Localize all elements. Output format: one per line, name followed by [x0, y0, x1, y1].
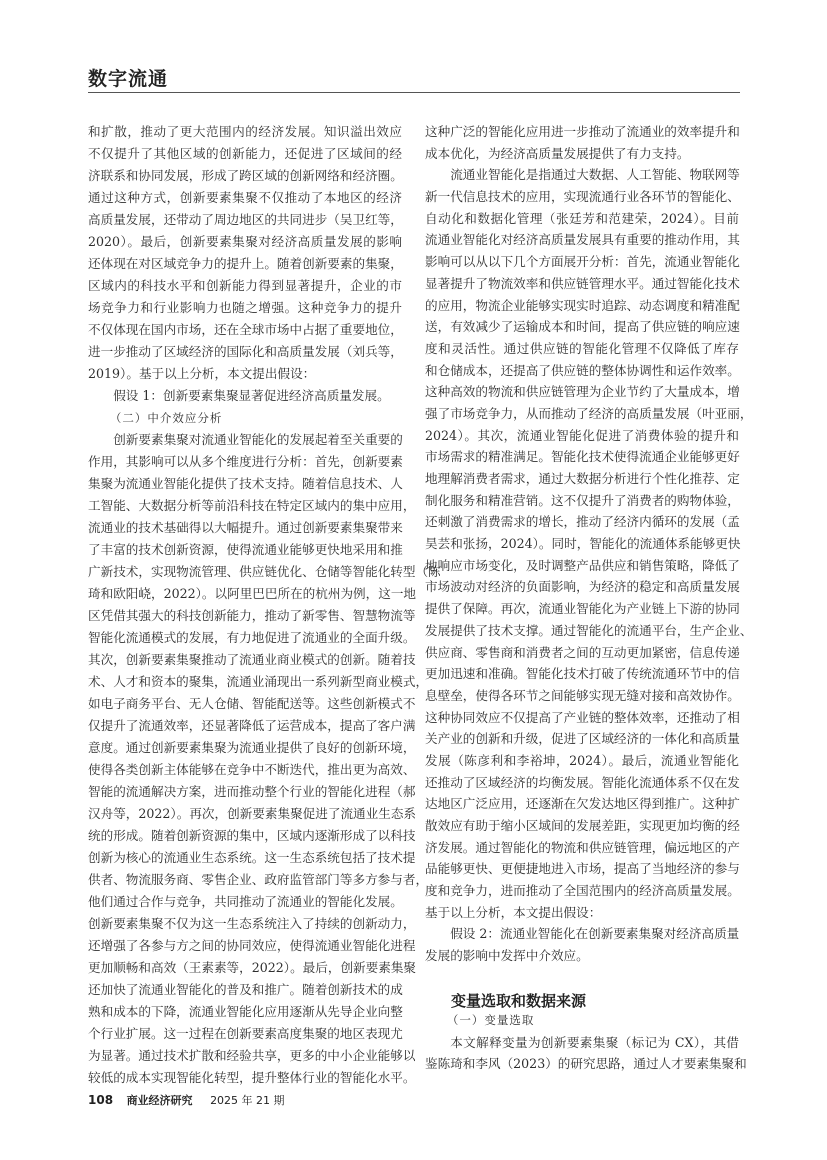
text-line: 为显著。通过技术扩散和经验共享，更多的中小企业能够以 [88, 1048, 416, 1063]
text-line: 较低的成本实现智能化转型，提升整体行业的智能化水平。 [88, 1070, 416, 1085]
text-line: 制化服务和精准营销。这不仅提升了消费者的购物体验， [425, 492, 740, 508]
text-line: 创新为核心的流通业生态系统。这一生态系统包括了技术提 [88, 850, 416, 865]
text-line: 流通业智能化对经济高质量发展具有重要的推动作用，其 [425, 232, 740, 248]
text-line: 强了市场竞争力，从而推动了经济的高质量发展（叶亚丽， [425, 405, 753, 421]
text-line: 琦和欧阳峣，2022）。以阿里巴巴所在的杭州为例，这一地 [88, 586, 417, 601]
text-line: 送，有效减少了运输成本和时间，提高了供应链的响应速 [425, 319, 740, 335]
section-body [425, 1010, 747, 1075]
text-line: 市场需求的精准满足。智能化技术使得流通企业能够更好 [425, 449, 740, 465]
text-line: 假设 2：流通业智能化在创新要素集聚对经济高质量 [450, 926, 740, 942]
text-line: 不仅提升了其他区域的创新能力，还促进了区域间的经 [88, 146, 402, 161]
text-line: 术、人才和资本的聚集，流通业涌现出一系列新型商业模式， [88, 674, 429, 689]
text-line: 发展（陈彦利和李裕坤，2024）。最后，流通业智能化 [425, 752, 739, 768]
text-line: 意度。通过创新要素集聚为流通业提供了良好的创新环境， [88, 740, 416, 755]
section-heading: 变量选取和数据来源 [451, 992, 587, 1010]
text-line: 更加迅速和准确。智能化技术打破了传统流通环节中的信 [425, 666, 740, 682]
text-line: 创新要素集聚对流通业智能化的发展起着至关重要的 [113, 432, 403, 447]
text-line: 还推动了区域经济的均衡发展。智能化流通体系不仅在发 [425, 774, 740, 790]
text-line: 关产业的创新和升级，促进了区域经济的一体化和高质量 [425, 731, 740, 747]
text-line: 集聚为流通业智能化提供了技术支持。随着信息技术、人 [88, 476, 403, 491]
text-line: 他们通过合作与竞争，共同推动了流通业的智能化发展。 [88, 894, 403, 909]
text-line: 这种广泛的智能化应用进一步推动了流通业的效率提升和 [425, 124, 740, 139]
text-line: 还增强了各参与方之间的协同效应，使得流通业智能化进程 [88, 938, 416, 953]
text-line: 其次，创新要素集聚推动了流通业商业模式的创新。随着技 [88, 652, 416, 667]
text-line: 还加快了流通业智能化的普及和推广。随着创新技术的成 [88, 982, 403, 997]
text-line: 智能的流通解决方案，进而推动整个行业的智能化进程（郝 [88, 784, 416, 799]
text-line: 区凭借其强大的科技创新能力，推动了新零售、智慧物流等 [88, 608, 416, 623]
text-line: 汉舟等，2022）。再次，创新要素集聚促进了流通业生态系 [88, 806, 417, 821]
text-line: 场竞争力和行业影响力也随之增强。这种竞争力的提升 [88, 300, 402, 315]
text-line: 自动化和数据化管理（张廷芳和范建荣，2024）。目前 [425, 210, 739, 226]
text-line: 显著提升了物流效率和供应链管理水平。通过智能化技术 [425, 275, 740, 291]
text-line: 仅提升了流通效率，还显著降低了运营成本，提高了客户满 [88, 718, 416, 733]
text-line: 供应商、零售商和消费者之间的互动更加紧密，信息传递 [425, 644, 740, 660]
text-line: 如电子商务平台、无人仓储、智能配送等。这些创新模式不 [88, 696, 416, 711]
text-line: 统的形成。随着创新资源的集中，区域内逐渐形成了以科技 [88, 828, 416, 843]
text-line: 基于以上分析，本文提出假设： [425, 904, 602, 920]
text-line: 高质量发展，还带动了周边地区的共同进步（吴卫红等， [88, 212, 403, 227]
text-line: 更加顺畅和高效（王素素等，2022）。最后，创新要素集聚 [88, 960, 417, 975]
text-line: 进一步推动了区域经济的国际化和高质量发展（刘兵等， [88, 344, 403, 359]
text-line: 创新要素集聚不仅为这一生态系统注入了持续的创新动力， [88, 916, 416, 931]
text-line: 作用，其影响可以从多个维度进行分析：首先，创新要素 [88, 454, 403, 469]
text-line: 流通业智能化是指通过大数据、人工智能、物联网等 [450, 167, 740, 183]
subsection-heading: （二）中介效应分析 [109, 411, 223, 425]
text-line: 还体现在对区域竞争力的提升上。随着创新要素的集聚， [88, 256, 403, 271]
text-line: 本文解释变量为创新要素集聚（标记为 CX），其借 [450, 1034, 739, 1050]
running-head-section-title: 数字流通 [88, 68, 169, 90]
text-line: 新一代信息技术的应用，实现流通行业各环节的智能化、 [425, 189, 740, 205]
subsection-heading: （一）变量选取 [446, 1013, 535, 1027]
left-column [88, 121, 441, 1089]
text-line: 还刺激了消费需求的增长，推动了经济内循环的发展（孟 [425, 514, 740, 530]
right-column [425, 121, 753, 967]
text-line: 和仓储成本，还提高了供应链的整体协调性和运作效率。 [425, 362, 740, 378]
text-line: 的应用，物流企业能够实现实时追踪、动态调度和精准配 [425, 297, 740, 313]
text-line: 昊芸和张扬，2024）。同时，智能化的流通体系能够更快 [425, 536, 741, 552]
text-line: 智能化流通模式的发展，有力地促进了流通业的全面升级。 [88, 630, 416, 645]
text-line: 这种协同效应不仅提高了产业链的整体效率，还推动了相 [425, 709, 740, 725]
text-line: 济发展。通过智能化的物流和供应链管理，偏远地区的产 [425, 839, 740, 855]
text-line: 济联系和协同发展，形成了跨区域的创新网络和经济圈。 [88, 168, 403, 183]
text-line: 发展的影响中发挥中介效应。 [425, 948, 589, 964]
text-line: 广新技术，实现物流管理、供应链优化、仓储等智能化转型（陈 [88, 564, 441, 579]
text-line: 不仅体现在国内市场，还在全球市场中占据了重要地位， [88, 322, 403, 337]
text-line: 了丰富的技术创新资源，使得流通业能够更快地采用和推 [88, 542, 403, 557]
text-line: 供者、物流服务商、零售企业、政府监管部门等多方参与者， [88, 872, 429, 887]
issue-label: 2025 年 21 期 [210, 1094, 285, 1107]
text-line: 2020）。最后，创新要素集聚对经济高质量发展的影响 [88, 234, 402, 249]
text-line: 工智能、大数据分析等前沿科技在特定区域内的集中应用， [88, 498, 416, 513]
text-line: 使得各类创新主体能够在竞争中不断迭代，推出更为高效、 [88, 762, 416, 777]
text-line: 和扩散，推动了更大范围内的经济发展。知识溢出效应 [88, 124, 402, 139]
text-line: 个行业扩展。这一过程在创新要素高度集聚的地区表现尤 [88, 1026, 403, 1041]
text-line: 度和灵活性。通过供应链的智能化管理不仅降低了库存 [425, 340, 739, 356]
text-line: 地响应市场变化，及时调整产品供应和销售策略，降低了 [425, 557, 740, 573]
text-line: 散效应有助于缩小区域间的发展差距，实现更加均衡的经 [425, 818, 740, 833]
text-line: 熟和成本的下降，流通业智能化应用逐渐从先导企业向整 [88, 1004, 403, 1019]
text-line: 品能够更快、更便捷地进入市场，提高了当地经济的参与 [425, 861, 740, 877]
journal-name: 商业经济研究 [126, 1094, 193, 1107]
text-line: 度和竞争力，进而推动了全国范围内的经济高质量发展。 [425, 883, 740, 899]
text-line: 息壁垒，使得各环节之间能够实现无缝对接和高效协作。 [425, 687, 740, 703]
text-line: 地理解消费者需求，通过大数据分析进行个性化推荐、定 [425, 471, 740, 486]
text-line: 通过这种方式，创新要素集聚不仅推动了本地区的经济 [88, 190, 402, 205]
text-line: 区域内的科技水平和创新能力得到显著提升，企业的市 [88, 278, 402, 293]
text-line: 达地区广泛应用，还逐渐在欠发达地区得到推广。这种扩 [425, 796, 740, 812]
text-line: 发展提供了技术支撑。通过智能化的流通平台，生产企业、 [425, 622, 753, 638]
text-line: 这种高效的物流和供应链管理为企业节约了大量成本，增 [425, 384, 740, 400]
header-rule [88, 92, 740, 93]
text-line: 流通业的技术基础得以大幅提升。通过创新要素集聚带来 [88, 520, 403, 535]
text-line: 假设 1：创新要素集聚显著促进经济高质量发展。 [113, 388, 390, 403]
page-number: 108 [88, 1093, 114, 1107]
text-line: 影响可以从以下几个方面展开分析：首先，流通业智能化 [425, 254, 740, 270]
text-line: 鉴陈琦和李风（2023）的研究思路，通过人才要素集聚和 [425, 1056, 747, 1072]
text-line: 2024）。其次，流通业智能化促进了消费体验的提升和 [425, 427, 739, 443]
page-footer [88, 1092, 285, 1108]
text-line: 市场波动对经济的负面影响，为经济的稳定和高质量发展 [425, 579, 740, 595]
text-line: 2019）。基于以上分析，本文提出假设： [88, 366, 316, 381]
text-line: 成本优化，为经济高质量发展提供了有力支持。 [425, 145, 690, 161]
text-line: 提供了保障。再次，流通业智能化为产业链上下游的协同 [425, 601, 740, 617]
